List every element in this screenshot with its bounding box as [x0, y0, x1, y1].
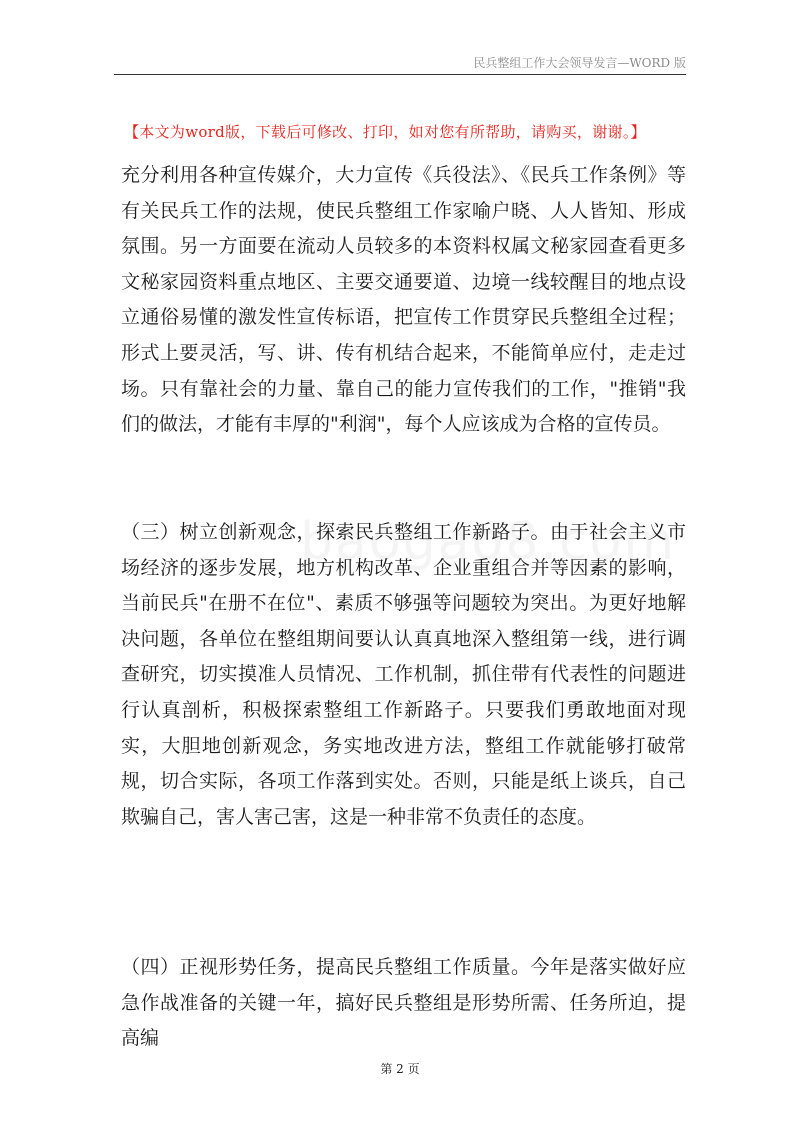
running-header-title: 民兵整组工作大会领导发言—WORD 版	[473, 56, 686, 70]
body-paragraph-3: （四）正视形势任务，提高民兵整组工作质量。今年是落实做好应急作战准备的关键一年，搞好民兵整组是形势所需、任务所迫，提高编	[121, 956, 686, 1050]
header-divider	[114, 74, 686, 75]
page-number: 第 2 页	[380, 1062, 420, 1076]
body-paragraph-2: （三）树立创新观念，探索民兵整组工作新路子。由于社会主义市场经济的逐步发展，地方机构改革、企业重组合并等因素的影响，当前民兵"在册不在位"、素质不够强等问题较为突出。为更好地解决问题，各单位在整组期间要认认真真地深入整组第一线，进行调查研究，切实摸准人员情况、工作机制，抓住带有代表性的问题进行认真剖析，积极探索整组工作新路子。只要我们勇敢地面对现实，大胆地创新观念，务实地改进方法，整组工作就能够打破常规，切合实际，各项工作落到实处。否则，只能是纸上谈兵，自己欺骗自己，害人害己害，这是一种非常不负责任的态度。	[121, 521, 686, 828]
download-notice: 【本文为word版，下载后可修改、打印，如对您有所帮助，请购买，谢谢。】	[124, 123, 646, 141]
body-paragraph-1: 充分利用各种宣传媒介，大力宣传《兵役法》、《民兵工作条例》等有关民兵工作的法规，使民兵整组工作家喻户晓、人人皆知、形成氛围。另一方面要在流动人员较多的本资料权属文秘家园查看更多文秘家园资料重点地区、主要交通要道、边境一线较醒目的地点设立通俗易懂的激发性宣传标语，把宣传工作贯穿民兵整组全过程；形式上要灵活，写、讲、传有机结合起来，不能简单应付，走走过场。只有靠社会的力量、靠自己的能力宣传我们的工作，"推销"我们的做法，才能有丰厚的"利润"，每个人应该成为合格的宣传员。	[121, 164, 686, 436]
